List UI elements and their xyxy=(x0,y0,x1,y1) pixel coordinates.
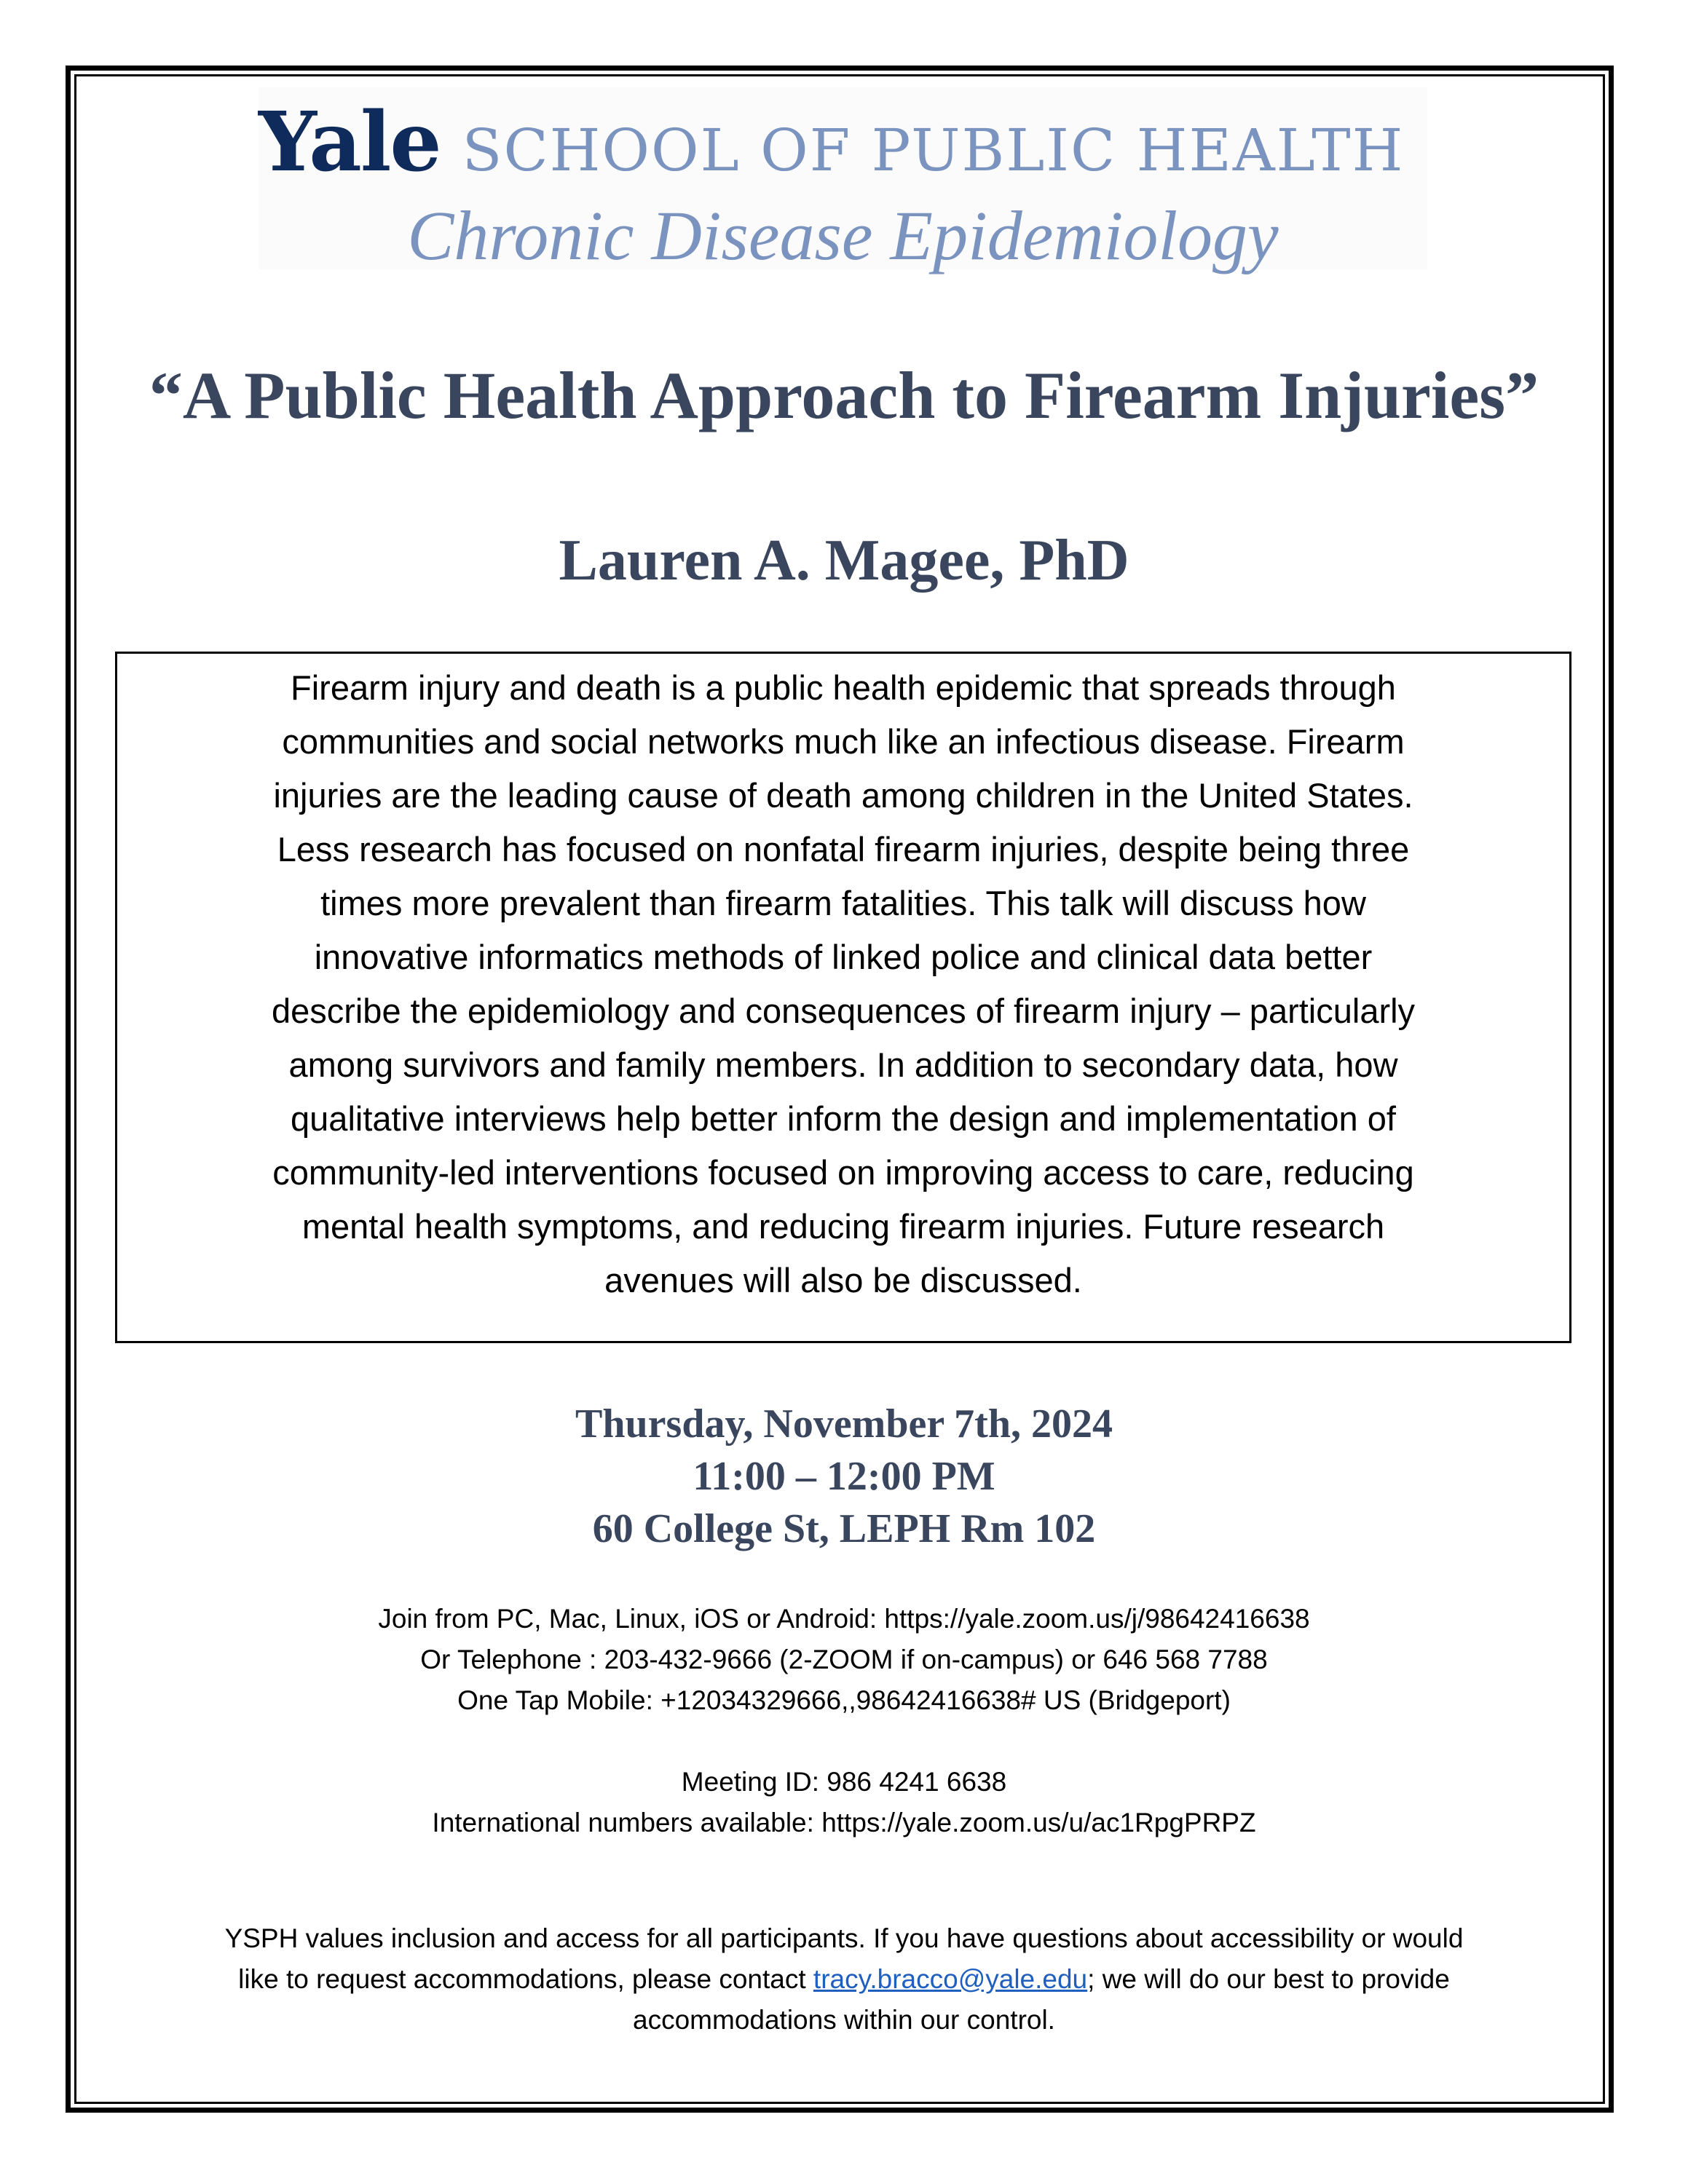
abstract-line: communities and social networks much like an infectious disease. Firearm xyxy=(282,722,1405,761)
abstract-line: among survivors and family members. In addition to secondary data, how xyxy=(288,1045,1398,1084)
abstract-line: qualitative interviews help better inform the design and implementation of xyxy=(291,1099,1396,1138)
logo-yale-wordmark: Yale xyxy=(259,95,441,190)
speaker-name: Lauren A. Magee, PhD xyxy=(559,529,1129,593)
zoom-international-link[interactable]: International numbers available: https://yale.zoom.us/u/ac1RpgPRPZ xyxy=(432,1808,1256,1837)
zoom-info xyxy=(87,1599,1601,1843)
talk-title: “A Public Health Approach to Firearm Injuries” xyxy=(149,358,1539,432)
abstract-text xyxy=(130,661,1557,1307)
event-location: 60 College St, LEPH Rm 102 xyxy=(592,1506,1096,1551)
accessibility-text: ; we will do our best to provide xyxy=(1087,1964,1450,1994)
abstract-line: times more prevalent than firearm fatalities. This talk will discuss how xyxy=(320,884,1366,922)
spacer xyxy=(87,1721,1601,1762)
zoom-one-tap: One Tap Mobile: +12034329666,,98642416638# US (Bridgeport) xyxy=(457,1685,1231,1715)
accessibility-notice xyxy=(87,1918,1601,2041)
accessibility-line-1: YSPH values inclusion and access for all participants. If you have questions about accessibility or would xyxy=(224,1923,1464,1953)
abstract-line: Less research has focused on nonfatal firearm injuries, despite being three xyxy=(277,830,1410,869)
event-date: Thursday, November 7th, 2024 xyxy=(575,1401,1113,1447)
abstract-line: injuries are the leading cause of death among children in the United States. xyxy=(273,776,1413,815)
abstract-line: mental health symptoms, and reducing firearm injuries. Future research xyxy=(301,1207,1385,1246)
accessibility-line-2 xyxy=(87,1959,1601,2000)
zoom-telephone: Or Telephone : 203-432-9666 (2-ZOOM if on-campus) or 646 568 7788 xyxy=(420,1645,1268,1674)
event-details xyxy=(87,1398,1601,1555)
yale-sph-logo xyxy=(259,87,1427,274)
abstract-line: describe the epidemiology and consequences of firearm injury – particularly xyxy=(271,992,1416,1030)
accessibility-line-3: accommodations within our control. xyxy=(633,2005,1055,2035)
zoom-meeting-id: Meeting ID: 986 4241 6638 xyxy=(681,1767,1007,1797)
abstract-line: avenues will also be discussed. xyxy=(604,1261,1082,1299)
event-time: 11:00 – 12:00 PM xyxy=(693,1454,995,1499)
contact-email-link[interactable]: tracy.bracco@yale.edu xyxy=(813,1964,1088,1994)
abstract-line: Firearm injury and death is a public health epidemic that spreads through xyxy=(291,668,1396,707)
logo-line-1 xyxy=(259,95,1427,190)
logo-department: Chronic Disease Epidemiology xyxy=(407,197,1279,274)
abstract-line: community-led interventions focused on improving access to care, reducing xyxy=(272,1153,1414,1192)
abstract-line: innovative informatics methods of linked police and clinical data better xyxy=(314,938,1373,976)
accessibility-text: like to request accommodations, please contact xyxy=(238,1964,813,1994)
logo-school-name: SCHOOL OF PUBLIC HEALTH xyxy=(462,116,1405,184)
zoom-join-link[interactable]: Join from PC, Mac, Linux, iOS or Android: https://yale.zoom.us/j/98642416638 xyxy=(378,1604,1310,1634)
